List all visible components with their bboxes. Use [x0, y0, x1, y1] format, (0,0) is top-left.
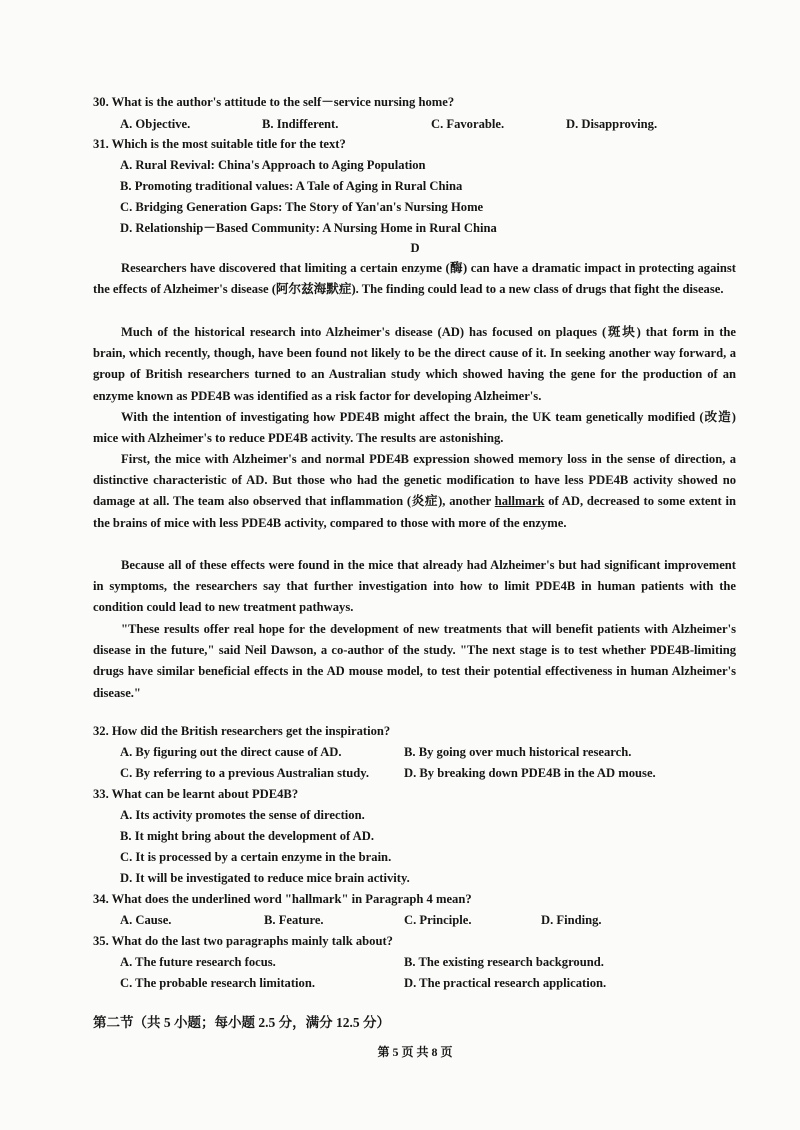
underlined-word-hallmark: hallmark [494, 494, 545, 509]
question-35-stem: 35. What do the last two paragraphs mainly talk about? [93, 934, 393, 948]
q32-option-b: B. By going over much historical research. [404, 745, 632, 759]
passage-paragraph-2: Much of the historical research into Alzheimer's disease (AD) has focused on plaques (斑块) that form in the brain, which recently, though, have been found not likely to be the direct cause of it. In seeking another way forward, a group of British researchers turned to an Australian study which showed having the gene for the production of an enzyme known as PDE4B was identified as a risk factor for developing Alzheimer's. [93, 325, 736, 403]
q35-option-b: B. The existing research background. [404, 955, 604, 969]
question-34-stem: 34. What does the underlined word "hallmark" in Paragraph 4 mean? [93, 892, 472, 906]
q33-option-c: C. It is processed by a certain enzyme in the brain. [120, 850, 392, 864]
question-33-stem: 33. What can be learnt about PDE4B? [93, 787, 299, 801]
passage-paragraph-5: Because all of these effects were found in the mice that already had Alzheimer's but had significant improvement in symptoms, the researchers say that further investigation into how to limit PDE4B in human patients with the condition could lead to new treatment pathways. [93, 558, 736, 615]
q31-option-b: B. Promoting traditional values: A Tale of Aging in Rural China [120, 179, 463, 193]
q32-option-d: D. By breaking down PDE4B in the AD mouse. [404, 766, 656, 780]
q31-option-a: A. Rural Revival: China's Approach to Aging Population [120, 158, 426, 172]
q30-option-c: C. Favorable. [431, 117, 505, 131]
passage-paragraph-6: "These results offer real hope for the development of new treatments that will benefit patients with Alzheimer's disease in the future," said Neil Dawson, a co-author of the study. "The next stage is to test whether PDE4B-limiting drugs have similar beneficial effects in the AD mouse model, to test their potential effectiveness in human Alzheimer's disease." [93, 622, 736, 700]
q30-option-a: A. Objective. [120, 117, 191, 131]
paragraph-4-text-end: of AD, decreased to some extent in the brains of mice with less PDE4B activity, compared to those with more of the enzyme. [93, 494, 736, 530]
q35-option-c: C. The probable research limitation. [120, 976, 315, 990]
passage-paragraph-1: Researchers have discovered that limiting a certain enzyme (酶) can have a dramatic impact in protecting against the effects of Alzheimer's disease (阿尔兹海默症). The finding could lead to a new class of drugs that fight the disease. [93, 261, 736, 297]
paragraph-4-text-start: First, the mice with Alzheimer's and normal PDE4B expression showed memory loss in the sense of direction, a distinctive characteristic of AD. But those who had the genetic modification to have less PDE4B activity showed no damage at all. The team also observed that inflammation (炎症), another [93, 452, 736, 509]
q33-option-d: D. It will be investigated to reduce mice brain activity. [120, 871, 410, 885]
q34-option-d: D. Finding. [541, 913, 602, 927]
passage-letter: D [410, 241, 420, 255]
q34-option-c: C. Principle. [404, 913, 472, 927]
question-30-stem: 30. What is the author's attitude to the self－service nursing home? [93, 95, 455, 109]
q32-option-c: C. By referring to a previous Australian study. [120, 766, 369, 780]
q30-option-d: D. Disapproving. [566, 117, 658, 131]
q34-option-b: B. Feature. [264, 913, 324, 927]
q35-option-d: D. The practical research application. [404, 976, 607, 990]
page-footer: 第 5 页 共 8 页 [377, 1045, 453, 1059]
passage-paragraph-3: With the intention of investigating how PDE4B might affect the brain, the UK team genetically modified (改造) mice with Alzheimer's to reduce PDE4B activity. The results are astonishing. [93, 410, 736, 446]
q32-option-a: A. By figuring out the direct cause of AD. [120, 745, 342, 759]
question-31-stem: 31. Which is the most suitable title for the text? [93, 137, 346, 151]
section-2-heading: 第二节（共 5 小题；每小题 2.5 分，满分 12.5 分） [93, 1015, 390, 1030]
q30-option-b: B. Indifferent. [262, 117, 339, 131]
q31-option-c: C. Bridging Generation Gaps: The Story of Yan'an's Nursing Home [120, 200, 484, 214]
q31-option-d: D. Relationship－Based Community: A Nursing Home in Rural China [120, 221, 497, 235]
q33-option-b: B. It might bring about the development of AD. [120, 829, 374, 843]
q34-option-a: A. Cause. [120, 913, 172, 927]
q33-option-a: A. Its activity promotes the sense of direction. [120, 808, 365, 822]
q35-option-a: A. The future research focus. [120, 955, 276, 969]
passage-paragraph-4 [93, 449, 736, 534]
question-32-stem: 32. How did the British researchers get the inspiration? [93, 724, 391, 738]
